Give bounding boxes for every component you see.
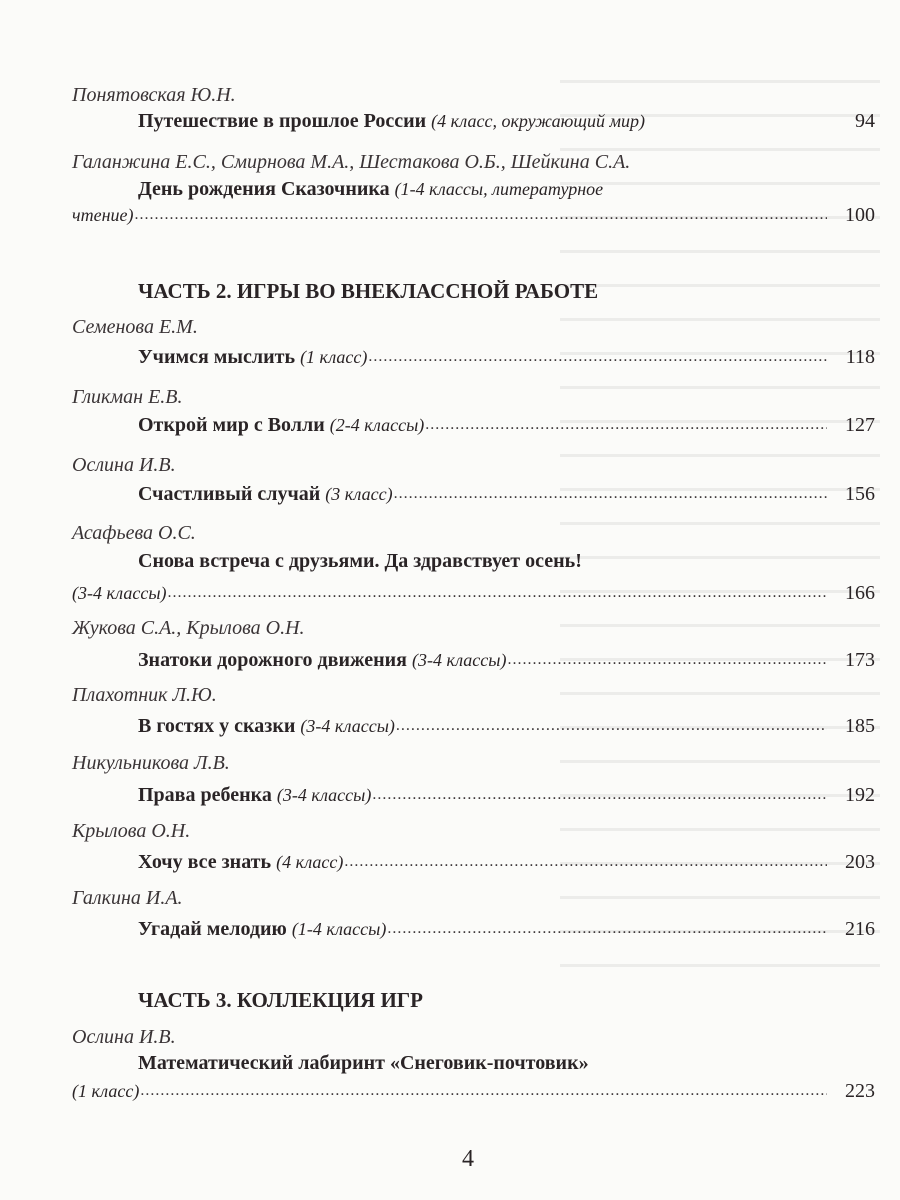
entry-page: 166 <box>845 582 875 604</box>
entry-title: Права ребенка <box>138 784 272 806</box>
entry-author: Галанжина Е.С., Смирнова М.А., Шестакова О.Б., Шейкина С.А. <box>72 151 631 173</box>
dot-leader <box>387 914 827 944</box>
entry-page: 173 <box>845 649 875 671</box>
toc-entry[interactable] <box>138 1048 875 1078</box>
entry-page: 94 <box>855 110 875 132</box>
entry-note-cont: чтение) <box>72 205 134 225</box>
dot-leader <box>394 479 827 509</box>
toc-entry[interactable] <box>138 914 875 944</box>
entry-title: Снова встреча с друзьями. Да здравствует осень! <box>138 550 582 572</box>
dot-leader <box>344 847 827 877</box>
entry-page: 100 <box>845 204 875 226</box>
entry-note: (2-4 классы) <box>329 415 425 435</box>
entry-author: Никульникова Л.В. <box>72 752 230 774</box>
dot-leader <box>425 410 827 440</box>
entry-title: В гостях у сказки <box>138 715 296 737</box>
entry-note: (3-4 классы) <box>411 650 507 670</box>
toc-entry[interactable] <box>138 479 875 509</box>
dot-leader <box>140 1076 827 1106</box>
section-heading: ЧАСТЬ 3. КОЛЛЕКЦИЯ ИГР <box>138 988 423 1012</box>
dot-leader <box>168 578 828 608</box>
toc-entry[interactable] <box>138 780 875 810</box>
entry-author: Семенова Е.М. <box>72 316 198 338</box>
entry-author: Ослина И.В. <box>72 1026 176 1048</box>
toc-entry[interactable] <box>138 847 875 877</box>
entry-note: (1-4 классы) <box>291 919 387 939</box>
entry-page: 216 <box>845 918 875 940</box>
entry-author: Жукова С.А., Крылова О.Н. <box>72 617 305 639</box>
entry-author: Плахотник Л.Ю. <box>72 684 217 706</box>
entry-title: День рождения Сказочника <box>138 178 390 200</box>
entry-author: Галкина И.А. <box>72 887 183 909</box>
toc-entry[interactable] <box>138 645 875 675</box>
toc-entry[interactable] <box>138 410 875 440</box>
entry-note-cont: (1 класс) <box>72 1081 140 1101</box>
dot-leader <box>396 711 827 741</box>
toc-entry[interactable] <box>138 342 875 372</box>
entry-title: Путешествие в прошлое России <box>138 110 427 132</box>
entry-author: Понятовская Ю.Н. <box>72 84 236 106</box>
entry-page: 185 <box>845 715 875 737</box>
dot-leader <box>135 200 828 230</box>
entry-author: Гликман Е.В. <box>72 386 183 408</box>
section-heading: ЧАСТЬ 2. ИГРЫ ВО ВНЕКЛАССНОЙ РАБОТЕ <box>138 279 599 303</box>
dot-leader <box>507 645 827 675</box>
toc-entry-continuation <box>72 578 875 608</box>
toc-entry-continuation <box>72 200 875 230</box>
entry-title: Математический лабиринт «Снеговик-почтовик» <box>138 1052 589 1074</box>
entry-author: Ослина И.В. <box>72 454 176 476</box>
entry-note: (3-4 классы) <box>276 785 372 805</box>
entry-page: 127 <box>845 414 875 436</box>
toc-entry[interactable] <box>138 546 875 576</box>
page-number: 4 <box>462 1146 474 1172</box>
entry-note-cont: (3-4 классы) <box>72 583 167 603</box>
entry-note: (3 класс) <box>325 484 393 504</box>
entry-title: Хочу все знать <box>138 851 272 873</box>
entry-note: (1-4 классы, литературное <box>394 179 604 199</box>
dot-leader <box>372 780 827 810</box>
entry-note: (4 класс, окружающий мир) <box>431 111 645 131</box>
entry-page: 203 <box>845 851 875 873</box>
toc-entry-continuation <box>72 1076 875 1106</box>
entry-author: Крылова О.Н. <box>72 820 191 842</box>
entry-page: 223 <box>845 1080 875 1102</box>
entry-page: 192 <box>845 784 875 806</box>
entry-note: (3-4 классы) <box>300 716 395 736</box>
entry-note: (1 класс) <box>300 347 368 367</box>
entry-title: Учимся мыслить <box>138 346 296 368</box>
entry-title: Счастливый случай <box>138 483 321 505</box>
dot-leader <box>368 342 827 372</box>
entry-page: 118 <box>845 346 875 368</box>
toc-entry[interactable] <box>138 711 875 741</box>
entry-note: (4 класс) <box>276 852 344 872</box>
toc-entry[interactable] <box>138 106 875 136</box>
entry-title: Знатоки дорожного движения <box>138 649 407 671</box>
entry-title: Угадай мелодию <box>138 918 287 940</box>
entry-page: 156 <box>845 483 875 505</box>
entry-author: Асафьева О.С. <box>72 522 196 544</box>
entry-title: Открой мир с Волли <box>138 414 325 436</box>
